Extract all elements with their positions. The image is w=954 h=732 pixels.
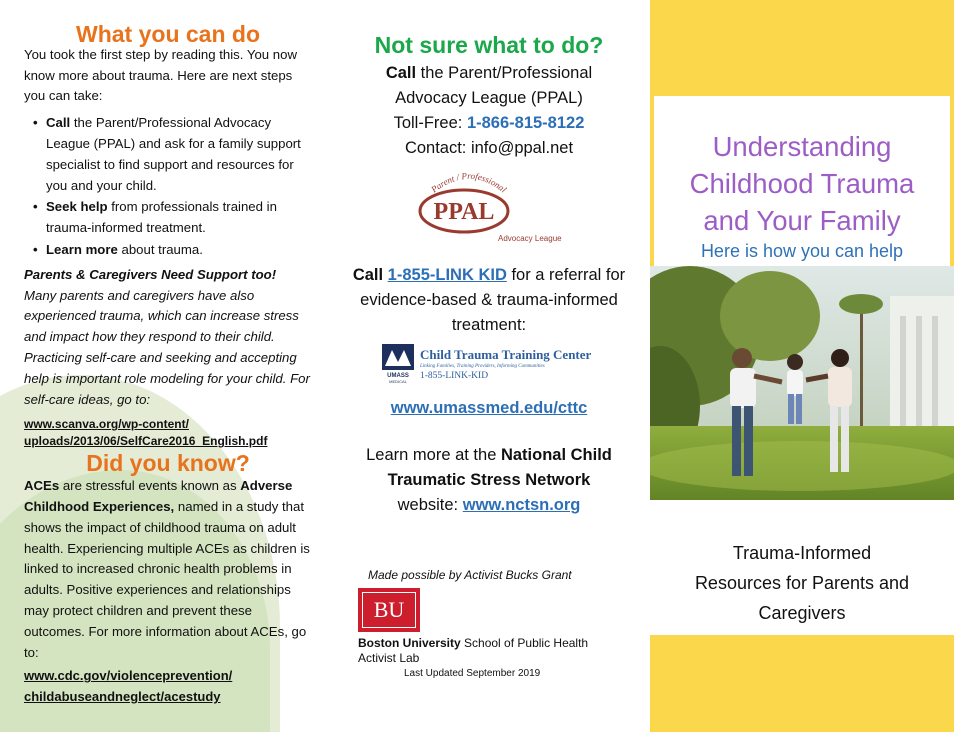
ppal-call-text: Call the Parent/Professional Advocacy League (PPAL) <box>385 64 593 107</box>
ppal-logo-text: PPAL <box>433 199 495 225</box>
list-item: • Learn more about trauma. <box>46 240 312 261</box>
ppal-logo <box>394 167 584 245</box>
what-you-can-do-heading: What you can do <box>76 21 260 47</box>
cover-subtitle: Here is how you can help <box>700 241 904 261</box>
aces-paragraph: ACEs are stressful events known as Adverse Childhood Experiences, named in a study that shows the impact of childhood trauma on adult health. Experiencing multiple ACEs as children is linked to increased chronic health problems in adults. Positive experiences and relationships may protect children and prevent these outcomes. For more information about ACEs, go to: <box>24 478 310 660</box>
contact-email[interactable]: Contact: info@ppal.net <box>404 139 574 157</box>
linkkid-text: Call 1-855-LINK KID for a referral for evidence-based & trauma-informed treatment: <box>352 266 626 334</box>
cdc-link[interactable]: www.cdc.gov/violenceprevention/ childabuseandneglect/acestudy <box>24 668 233 705</box>
selfcare-link[interactable]: www.scanva.org/wp-content/ uploads/2013/06/SelfCare2016_English.pdf <box>24 417 268 449</box>
made-possible-text: Made possible by Activist Bucks Grant <box>368 568 572 582</box>
parents-support-heading: Parents & Caregivers Need Support too! <box>24 266 277 282</box>
intro-paragraph: You took the first step by reading this. You now know more about trauma. Here are next steps you can take: <box>24 46 297 104</box>
tollfree-line: Toll-Free: 1-866-815-8122 <box>393 114 585 132</box>
bu-logo: BU <box>358 588 420 632</box>
svg-text:UMASS: UMASS <box>387 373 409 379</box>
did-you-know-heading: Did you know? <box>86 450 250 477</box>
cttc-title: Child Trauma Training Center <box>420 347 592 362</box>
tollfree-phone-link[interactable]: 1-866-815-8122 <box>466 114 585 132</box>
list-item: • Call the Parent/Professional Advocacy League (PPAL) and ask for a family support specialist to find support and resources for you and your child. <box>46 113 312 196</box>
linkkid-phone-link[interactable]: 1-855-LINK KID <box>387 266 507 284</box>
middle-panel <box>330 0 648 732</box>
cttc-phone: 1-855-LINK-KID <box>420 371 489 381</box>
last-updated: Last Updated September 2019 <box>404 668 541 679</box>
cttc-logo <box>374 344 604 394</box>
cover-tagline: Trauma-Informed Resources for Parents and Caregivers <box>694 543 910 623</box>
family-photo <box>650 266 954 511</box>
umass-icon <box>382 344 414 386</box>
cttc-subtitle: Linking Families, Training Providers, Informing Communities <box>420 364 545 369</box>
nctsn-text: Learn more at the National Child Traumatic Stress Network <box>366 446 612 489</box>
left-panel <box>0 0 330 732</box>
cttc-url-link[interactable]: www.umassmed.edu/cttc <box>390 399 588 417</box>
ppal-arc-text: Parent / Professional <box>429 170 509 195</box>
steps-list <box>46 113 312 261</box>
nctsn-website-line: website: www.nctsn.org <box>397 496 581 514</box>
cover-title: Understanding Childhood Trauma and Your Family <box>689 131 915 236</box>
svg-text:MEDICAL: MEDICAL <box>389 379 407 384</box>
nctsn-url-link[interactable]: www.nctsn.org <box>462 496 581 514</box>
not-sure-heading: Not sure what to do? <box>374 32 604 58</box>
bu-block <box>358 568 638 679</box>
list-item: • Seek help from professionals trained in trauma-informed treatment. <box>46 197 312 239</box>
ppal-bottom-text: Advocacy League <box>498 234 562 243</box>
parents-support-paragraph: Many parents and caregivers have also experienced trauma, which can increase stress and impact how they respond to their child. Practicing self-care and seeking and accepting help is important role modeling for your child. For self-care ideas, go to: <box>24 287 310 407</box>
cover-panel <box>650 0 954 732</box>
bu-name: Boston University School of Public Health Activist Lab <box>358 636 589 665</box>
